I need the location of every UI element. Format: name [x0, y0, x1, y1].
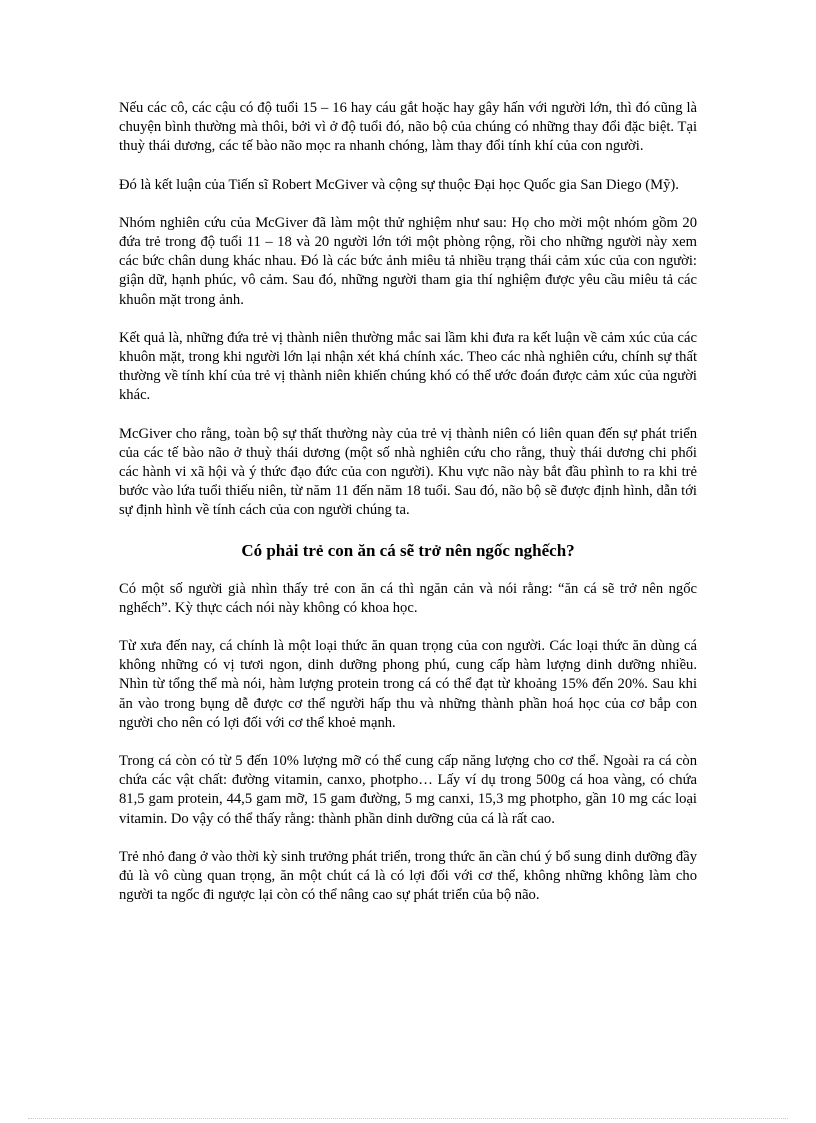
paragraph: Trong cá còn có từ 5 đến 10% lượng mỡ có thể cung cấp năng lượng cho cơ thể. Ngoài ra cá còn chứa các vật chất: đường vitamin, canxo, photpho… Lấy ví dụ trong 500g cá hoa vàng, có chứa 81,5 gam protein, 44,5 gam mỡ, 15 gam đường, 5 mg canxi, 15,3 mg photpho, gần 10 mg các loại vitamin. Do vậy có thể thấy rằng: thành phần dinh dưỡng của cá là rất cao. — [119, 753, 697, 827]
paragraph: Nếu các cô, các cậu có độ tuổi 15 – 16 hay cáu gắt hoặc hay gây hấn với người lớn, thì đó cũng là chuyện bình thường mà thôi, bởi vì ở độ tuổi đó, não bộ của chúng có những thay đổi đặc biệt. Tại thuỳ thái dương, các tế bào não mọc ra nhanh chóng, làm thay đổi tính khí của con người. — [119, 100, 697, 155]
page-bottom-divider — [28, 1118, 788, 1119]
paragraph: Trẻ nhỏ đang ở vào thời kỳ sinh trưởng phát triển, trong thức ăn cần chú ý bổ sung dinh dưỡng đầy đủ là vô cùng quan trọng, ăn một chút cá là có lợi đối với cơ thể, không những không làm cho người ta ngốc đi ngược lại còn có thể nâng cao sự phát triển của bộ não. — [119, 848, 697, 904]
paragraph: Đó là kết luận của Tiến sĩ Robert McGiver và cộng sự thuộc Đại học Quốc gia San Diego (Mỹ). — [119, 176, 679, 193]
paragraph: Có một số người già nhìn thấy trẻ con ăn cá thì ngăn cản và nói rằng: “ăn cá sẽ trở nên ngốc nghếch”. Kỳ thực cách nói này không có khoa học. — [119, 580, 697, 616]
paragraph: Kết quả là, những đứa trẻ vị thành niên thường mắc sai lầm khi đưa ra kết luận về cảm xúc của các khuôn mặt, trong khi người lớn lại nhận xét khá chính xác. Theo các nhà nghiên cứu, chính sự thất thường về tính khí của trẻ vị thành niên khiến chúng khó có thể ước đoán được cảm xúc của người khác. — [119, 329, 697, 404]
paragraph: McGiver cho rằng, toàn bộ sự thất thường này của trẻ vị thành niên có liên quan đến sự phát triển của các tế bào não ở thuỳ thái dương (một số nhà nghiên cứu cho rằng, thuỳ thái dương chi phối các hành vi xã hội và ý thức đạo đức của con người). Khu vực não này bắt đầu phình to ra khi trẻ bước vào lứa tuổi thiếu niên, từ năm 11 đến năm 18 tuổi. Sau đó, não bộ sẽ được định hình, dẫn tới sự định hình về tính cách của con người chúng ta. — [119, 425, 697, 519]
section-heading: Có phải trẻ con ăn cá sẽ trở nên ngốc nghếch? — [241, 540, 575, 560]
document-body — [119, 99, 697, 925]
paragraph: Từ xưa đến nay, cá chính là một loại thức ăn quan trọng của con người. Các loại thức ăn dùng cá không những có vị tươi ngon, dinh dưỡng phong phú, cung cấp hàm lượng dinh dưỡng nhiều. Nhìn từ tổng thể mà nói, hàm lượng protein trong cá có thể đạt từ khoảng 15% đến 20%. Sau khi ăn vào trong bụng dễ được cơ thể người hấp thu và những thành phần hoá học của cơ bắp con người cho nên có lợi đối với cơ thể khoẻ mạnh. — [119, 638, 697, 731]
paragraph: Nhóm nghiên cứu của McGiver đã làm một thử nghiệm như sau: Họ cho mời một nhóm gồm 20 đứa trẻ trong độ tuổi 11 – 18 và 20 người lớn tới một phòng rộng, rồi cho những người này xem các bức chân dung khác nhau. Đó là các bức ảnh miêu tả nhiều trạng thái cảm xúc của con người: giận dữ, hạnh phúc, vô cảm. Sau đó, những người tham gia thí nghiệm được yêu cầu miêu tả các khuôn mặt trong ảnh. — [119, 214, 697, 308]
